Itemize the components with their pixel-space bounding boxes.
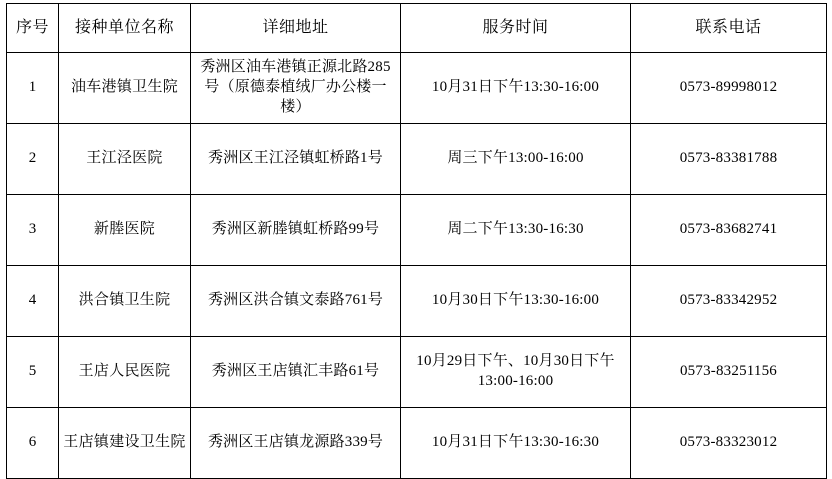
row-unit-name: 王江泾医院 <box>59 124 191 195</box>
row-index: 6 <box>7 408 59 479</box>
row-phone: 0573-89998012 <box>631 53 827 124</box>
row-phone: 0573-83682741 <box>631 195 827 266</box>
table-row <box>7 124 827 195</box>
row-address: 秀洲区王店镇汇丰路61号 <box>191 337 401 408</box>
row-service-time: 10月30日下午13:30-16:00 <box>401 266 631 337</box>
column-header-time: 服务时间 <box>401 4 631 53</box>
vaccination-sites-table <box>6 3 827 479</box>
row-service-time: 周二下午13:30-16:30 <box>401 195 631 266</box>
row-unit-name: 新塍医院 <box>59 195 191 266</box>
column-header-unit: 接种单位名称 <box>59 4 191 53</box>
row-index: 5 <box>7 337 59 408</box>
row-service-time: 周三下午13:00-16:00 <box>401 124 631 195</box>
table-row <box>7 266 827 337</box>
row-index: 1 <box>7 53 59 124</box>
table-row <box>7 337 827 408</box>
column-header-address: 详细地址 <box>191 4 401 53</box>
row-phone: 0573-83342952 <box>631 266 827 337</box>
row-index: 2 <box>7 124 59 195</box>
row-address: 秀洲区新塍镇虹桥路99号 <box>191 195 401 266</box>
row-address: 秀洲区王江泾镇虹桥路1号 <box>191 124 401 195</box>
table-header-row <box>7 4 827 53</box>
row-address: 秀洲区油车港镇正源北路285号（原德泰植绒厂办公楼一楼） <box>191 53 401 124</box>
table-row <box>7 53 827 124</box>
row-unit-name: 王店人民医院 <box>59 337 191 408</box>
table-row <box>7 408 827 479</box>
row-unit-name: 洪合镇卫生院 <box>59 266 191 337</box>
row-index: 4 <box>7 266 59 337</box>
row-unit-name: 油车港镇卫生院 <box>59 53 191 124</box>
row-unit-name: 王店镇建设卫生院 <box>59 408 191 479</box>
column-header-phone: 联系电话 <box>631 4 827 53</box>
row-service-time: 10月31日下午13:30-16:00 <box>401 53 631 124</box>
row-phone: 0573-83251156 <box>631 337 827 408</box>
row-address: 秀洲区洪合镇文泰路761号 <box>191 266 401 337</box>
row-service-time: 10月29日下午、10月30日下午13:00-16:00 <box>401 337 631 408</box>
column-header-index: 序号 <box>7 4 59 53</box>
row-service-time: 10月31日下午13:30-16:30 <box>401 408 631 479</box>
row-phone: 0573-83381788 <box>631 124 827 195</box>
row-index: 3 <box>7 195 59 266</box>
row-phone: 0573-83323012 <box>631 408 827 479</box>
table-row <box>7 195 827 266</box>
row-address: 秀洲区王店镇龙源路339号 <box>191 408 401 479</box>
